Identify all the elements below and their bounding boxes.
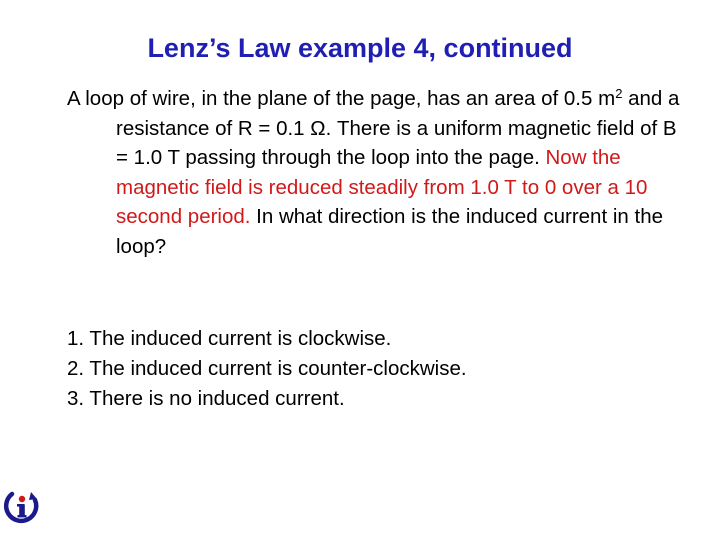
- problem-question: In what direction is the induced current in the loop?: [116, 205, 663, 258]
- problem-statement: [67, 84, 687, 261]
- area-unit-exponent: 2: [615, 86, 623, 101]
- problem-text-part-1: A loop of wire, in the plane of the page, has an area of 0.5 m: [67, 87, 616, 110]
- answer-option-clockwise: 1. The induced current is clockwise.: [67, 327, 392, 350]
- answer-option-counter-clockwise: 2. The induced current is counter-clockwise.: [67, 357, 467, 380]
- problem-text-part-2: and a resistance of R = 0.1 Ω. There is a uniform magnetic field of B = 1.0 T passing through the loop into the page.: [116, 87, 680, 169]
- slide-title: Lenz’s Law example 4, continued: [147, 33, 573, 63]
- info-i-logo-icon: [4, 488, 40, 524]
- answer-option-no-current: 3. There is no induced current.: [67, 387, 345, 410]
- highlighted-field-change: Now the magnetic field is reduced steadily from 1.0 T to 0 over a 10 second period.: [116, 146, 648, 228]
- answer-options: [67, 324, 687, 414]
